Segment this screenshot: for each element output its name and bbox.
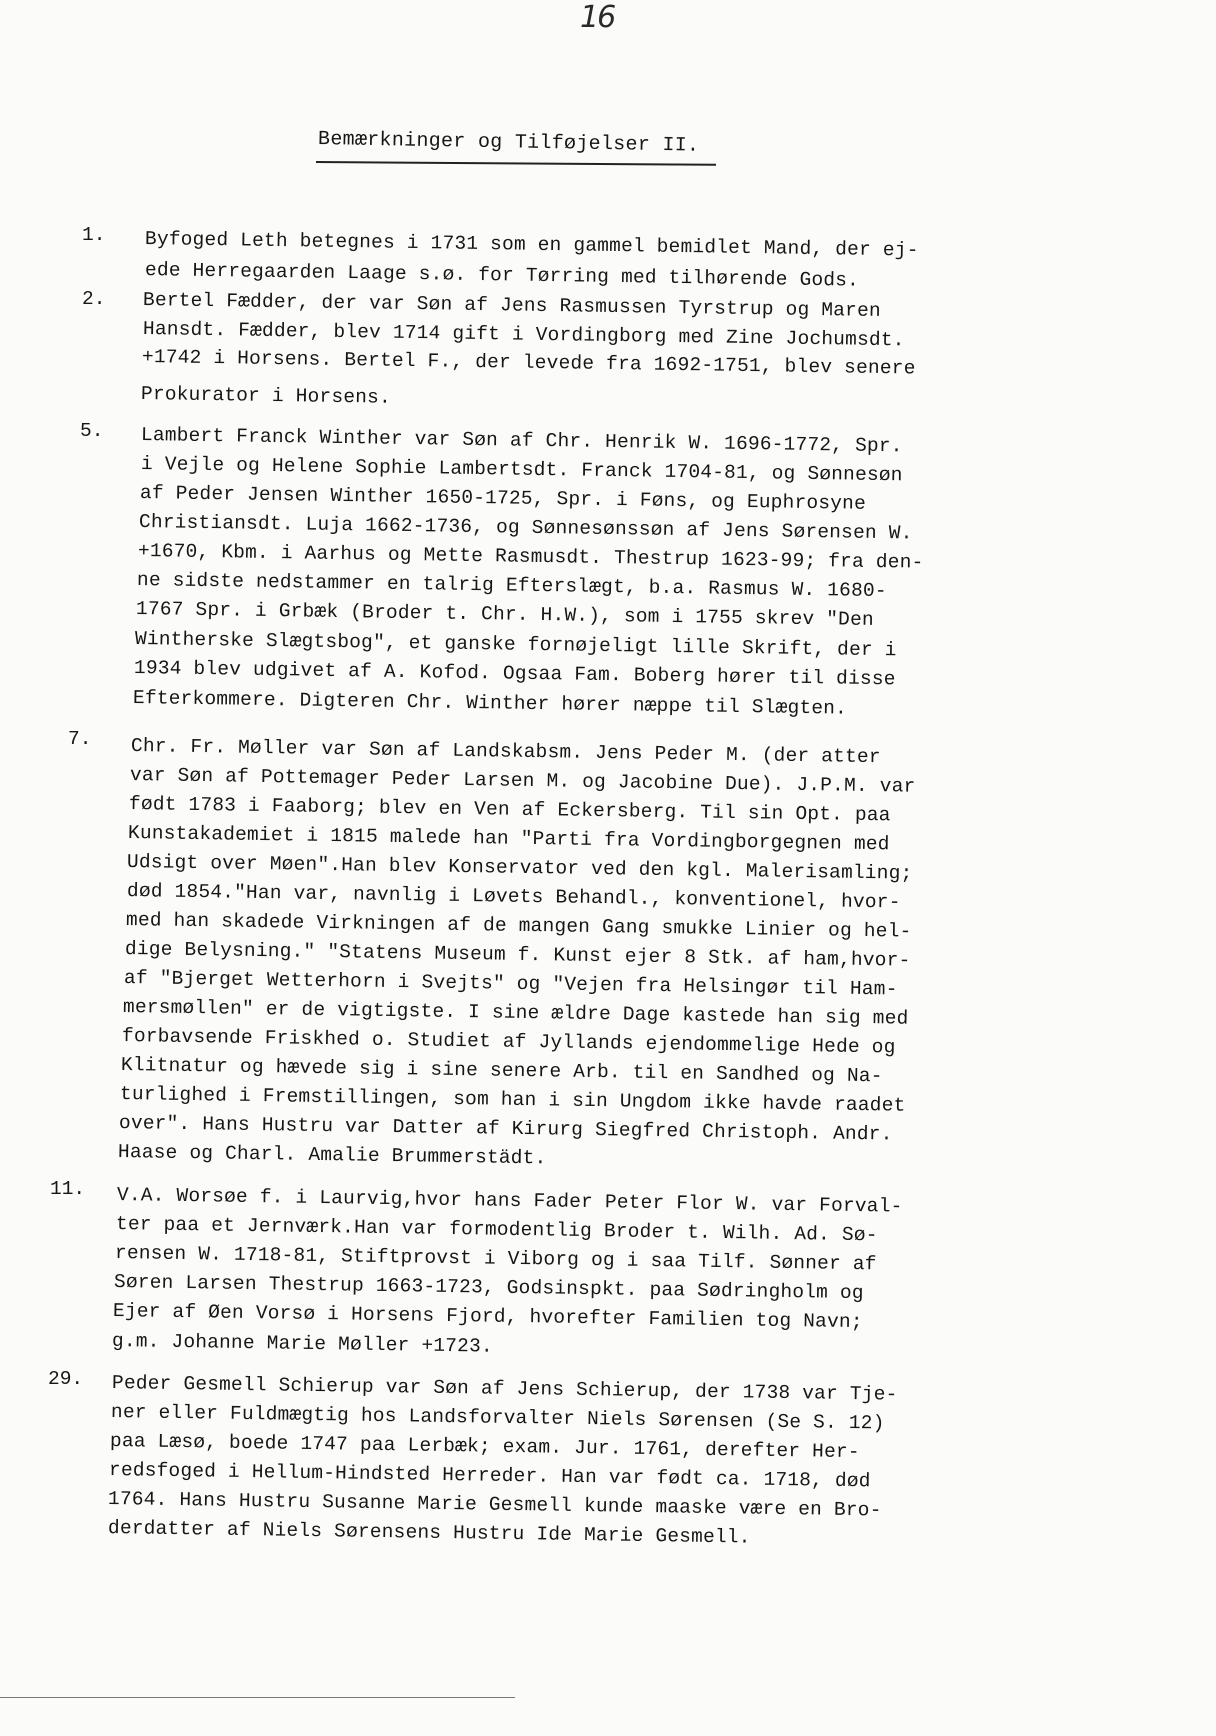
entry-line: paa Læsø, boede 1747 paa Lerbæk; exam. Jur. 1761, derefter Her- (109, 1430, 860, 1464)
bottom-divider (0, 1697, 515, 1698)
entry-line: +1742 i Horsens. Bertel F., der levede fra 1692-1751, blev senere (141, 346, 916, 380)
entry-line: ner eller Fuldmægtig hos Landsforvalter Niels Sørensen (Se S. 12) (110, 1401, 885, 1435)
entry-line: med han skadede Virkningen af de mangen Gang smukke Linier og hel- (125, 909, 912, 943)
entry-line: over". Hans Hustru var Datter af Kirurg Siegfred Christoph. Andr. (118, 1112, 893, 1146)
entry-line: Peder Gesmell Schierup var Søn af Jens Schierup, der 1738 var Tje- (111, 1372, 898, 1406)
entry-line: V.A. Worsøe f. i Laurvig,hvor hans Fader Peter Flor W. var Forval- (116, 1184, 903, 1218)
entry-line: Kunstakademiet i 1815 malede han "Parti fra Vordingborgegnen med (127, 822, 890, 856)
entry-number: 1. (82, 224, 106, 246)
entry-line: forbavsende Friskhed o. Studiet af Jyllands ejendommelige Hede og (121, 1025, 896, 1059)
title-underline (316, 161, 716, 166)
entry-line: 1764. Hans Hustru Susanne Marie Gesmell kunde maaske være en Bro- (107, 1488, 882, 1522)
entry-number: 11. (50, 1178, 86, 1200)
entry-line: g.m. Johanne Marie Møller +1723. (111, 1330, 493, 1358)
entry-line: ne sidste nedstammer en talrig Efterslægt, b.a. Rasmus W. 1680- (136, 569, 887, 603)
entry-line: Christiansdt. Luja 1662-1736, og Sønnesønssøn af Jens Sørensen W. (138, 511, 913, 545)
entry-line: Hansdt. Fædder, blev 1714 gift i Vordingborg med Zine Jochumsdt. (142, 318, 905, 352)
page-title: Bemærkninger og Tilføjelser II. (317, 128, 700, 158)
entry-line: Haase og Charl. Amalie Brummerstädt. (117, 1141, 547, 1170)
entry-number: 29. (48, 1368, 84, 1390)
entry-line: i Vejle og Helene Sophie Lambertsdt. Franck 1704-81, og Sønnesøn (140, 453, 903, 487)
entry-line: Lambert Franck Winther var Søn af Chr. Henrik W. 1696-1772, Spr. (140, 424, 903, 458)
page-number: 16 (580, 0, 615, 35)
entry-line: Chr. Fr. Møller var Søn af Landskabsm. Jens Peder M. (der atter (130, 735, 881, 769)
entry-line: 1767 Spr. i Grbæk (Broder t. Chr. H.W.), som i 1755 skrev "Den (135, 598, 875, 631)
entry-number: 2. (82, 288, 106, 310)
entry-line: død 1854."Han var, navnlig i Løvets Behandl., konventionel, hvor- (126, 880, 901, 914)
entry-line: rensen W. 1718-81, Stiftprovst i Viborg og i saa Tilf. Sønner af (114, 1242, 877, 1276)
entry-line: Søren Larsen Thestrup 1663-1723, Godsinspkt. paa Sødringholm og (113, 1271, 864, 1305)
entry-line: Wintherske Slægtsbog", et ganske fornøjeligt lille Skrift, der i (134, 628, 897, 662)
entry-line: født 1783 i Faaborg; blev en Ven af Eckersberg. Til sin Opt. paa (128, 793, 891, 827)
entry-line: Byfoged Leth betegnes i 1731 som en gammel bemidlet Mand, der ej- (144, 228, 919, 262)
entry-number: 7. (68, 728, 92, 750)
entry-line: Prokurator i Horsens. (140, 383, 392, 409)
entry-line: ter paa et Jernværk.Han var formodentlig Broder t. Wilh. Ad. Sø- (115, 1213, 878, 1247)
entry-line: af "Bjerget Wetterhorn i Svejts" og "Vejen fra Helsingør til Ham- (123, 967, 898, 1001)
entry-line: +1670, Kbm. i Aarhus og Mette Rasmusdt. Thestrup 1623-99; fra den- (137, 540, 924, 574)
entry-line: var Søn af Pottemager Peder Larsen M. og Jacobine Due). J.P.M. var (129, 764, 916, 798)
entry-line: Udsigt over Møen".Han blev Konservator ved den kgl. Malerisamling; (126, 851, 913, 885)
entry-line: af Peder Jensen Winther 1650-1725, Spr. i Føns, og Euphrosyne (139, 482, 867, 515)
entry-line: Efterkommere. Digteren Chr. Winther hører næppe til Slægten. (132, 687, 848, 720)
entry-line: dige Belysning." "Statens Museum f. Kunst ejer 8 Stk. af ham,hvor- (124, 938, 911, 972)
entry-line: ede Herregaarden Laage s.ø. for Tørring med tilhørende Gods. (144, 259, 860, 292)
entry-line: derdatter af Niels Sørensens Hustru Ide Marie Gesmell. (107, 1517, 751, 1549)
entry-line: mersmøllen" er de vigtigste. I sine ældre Dage kastede han sig med (122, 996, 909, 1030)
entry-line: turlighed i Fremstillingen, som han i sin Ungdom ikke havde raadet (119, 1083, 906, 1117)
entry-line: Klitnatur og hævede sig i sine senere Arb. til en Sandhed og Na- (120, 1054, 883, 1088)
entry-line: Bertel Fædder, der var Søn af Jens Rasmussen Tyrstrup og Maren (142, 289, 882, 322)
entry-line: Ejer af Øen Vorsø i Horsens Fjord, hvorefter Familien tog Navn; (112, 1300, 863, 1334)
entry-number: 5. (80, 420, 104, 442)
entry-line: redsfoged i Hellum-Hindsted Herreder. Han var født ca. 1718, død (108, 1459, 871, 1493)
entry-line: 1934 blev udgivet af A. Kofod. Ogsaa Fam. Boberg hører til disse (133, 657, 896, 691)
